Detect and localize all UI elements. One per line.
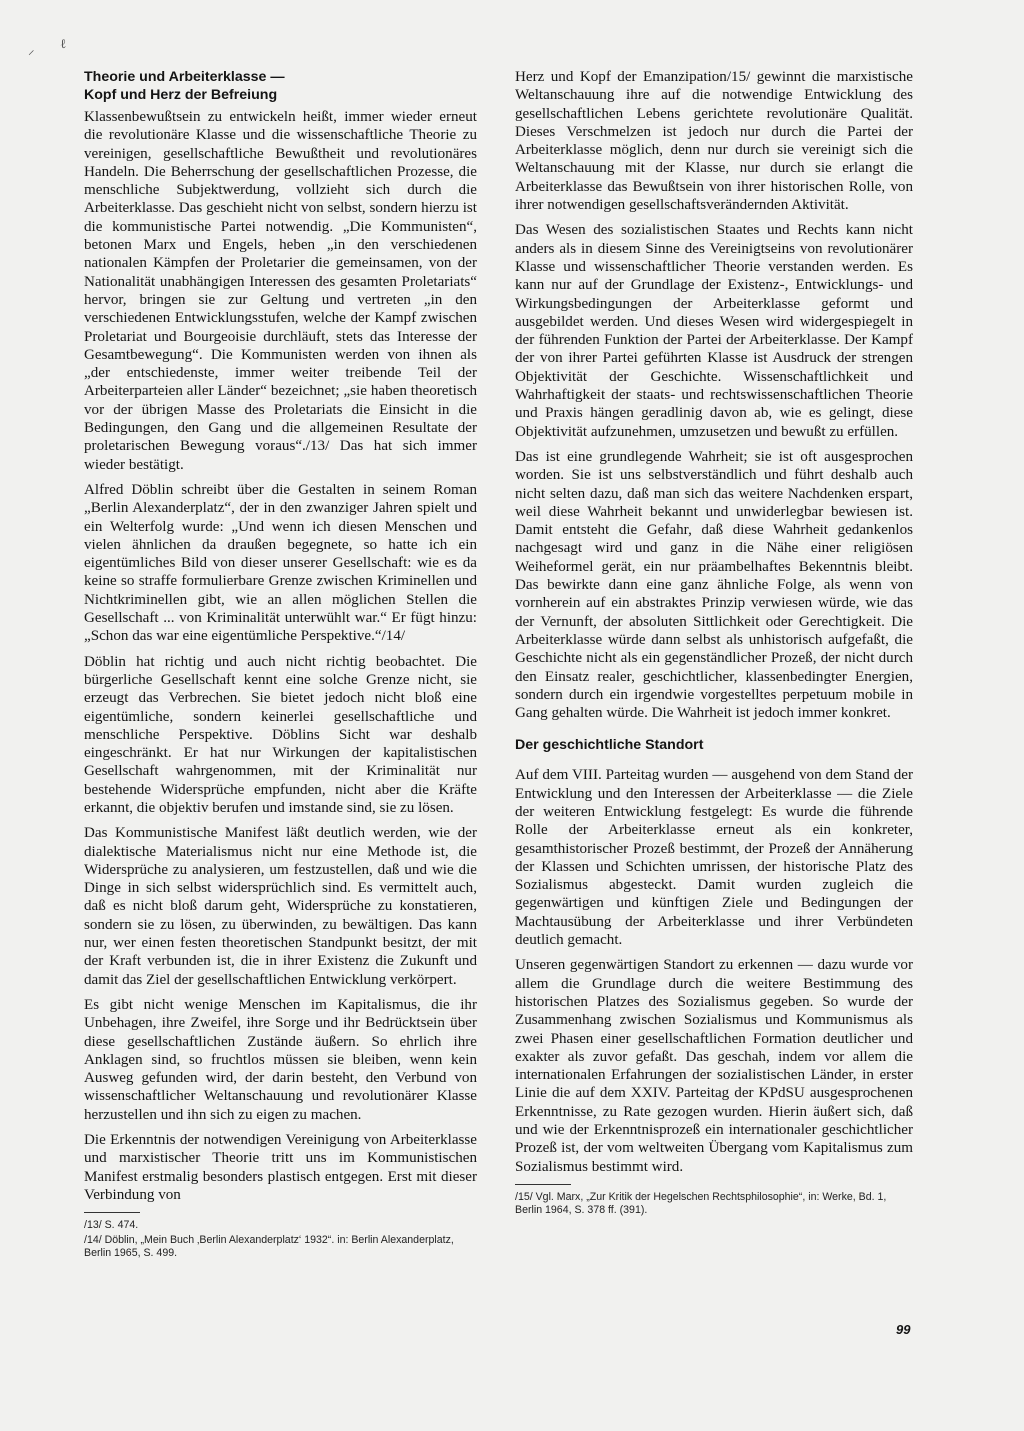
footnote: /15/ Vgl. Marx, „Zur Kritik der Hegelschen Rechtsphilosophie“, in: Werke, Bd. 1, Berlin 1964, S. 378 ff. (391). bbox=[515, 1190, 887, 1216]
heading-line-1: Theorie und Arbeiterklasse — bbox=[84, 69, 285, 85]
paragraph: Alfred Döblin schreibt über die Gestalten in seinem Roman „Berlin Alexanderplatz“, der in den zwanziger Jahren spielt und ein Welterfolg wurde: „Und wenn ich diesen Menschen und vielen ähnlichen da draußen begegnete, so hatte ich ein eigentümliches Bild von dieser unserer Gesellschaft: wie es da keine so straffe formulierbare Grenze zwischen Kriminellen und Nichtkriminellen gibt, wie an allen möglichen Stellen die Gesellschaft ... von Kriminalität unterwühlt war.“ Er fügt hinzu: „Schon das war eine eigentümliche Perspektive.“/14/ bbox=[84, 481, 477, 645]
scan-mark: ⸝ bbox=[28, 42, 35, 57]
page-number: 99 bbox=[896, 1322, 911, 1337]
heading-line-2: Kopf und Herz der Befreiung bbox=[84, 87, 278, 103]
paragraph: Herz und Kopf der Emanzipation/15/ gewinnt die marxistische Weltanschauung ihre auf die notwendige Entwicklung des gesellschaftlichen Lebens gerichtete revolutionäre Qualität. Dieses Verschmelzen ist jedoch nur durch die Partei der Arbeiterklasse möglich, denn nur durch sie vereinigt sich die Weltanschauung mit der Klasse, nur durch sie erlangt die Arbeiterklasse das Bewußtsein von ihrer historischen Rolle, von ihrer notwendigen gesellschaftsverändernden Aktivität. bbox=[515, 69, 913, 214]
section-heading bbox=[84, 68, 477, 104]
paragraph: Das ist eine grundlegende Wahrheit; sie ist oft ausgesprochen worden. Sie ist uns selbstverständlich und führt deshalb auch nicht selten dazu, daß man sich das weitere Nachdenken erspart, weil diese Wahrheit bekannt und unwiderlegbar bewiesen ist. Damit entsteht die Gefahr, daß diese Wahrheit gedankenlos nachgesagt wird und ganz in die Nähe einer religiösen Weiheformel gerät, ein nur präambelhaftes Bekenntnis bleibt. Das bewirkte dann eine ganz ähnliche Folge, als wenn von vornherein auf ein abstraktes Prinzip verwiesen würde, wie das der Vernunft, der absoluten Sittlichkeit oder Gerechtigkeit. Die Arbeiterklasse würde dann selbst als unhistorisch aufgefaßt, die Geschichte nicht als ein gegenständlicher Prozeß, der nicht durch den Einsatz realer, geschichtlicher, klassenbedingter Energien, sondern durch ein irgendwie vorgestelltes perpetuum mobile in Gang gehalten würde. Die Wahrheit ist jedoch immer konkret. bbox=[515, 448, 913, 722]
paragraph: Auf dem VIII. Parteitag wurden — ausgehend von dem Stand der Entwicklung und den Interessen der Arbeiterklasse — die Ziele der weiteren Entwicklung festgelegt: Es wurde die führende Rolle der Arbeiterklasse erneut als ein konkreter, gesamthistorischer Prozeß bestimmt, der Prozeß der Annäherung der Klassen und Schichten umrissen, der historische Platz des Sozialismus abgesteckt. Damit wurden zugleich die gegenwärtigen und künftigen Ziele und Bedingungen der Machtausübung der Arbeiterklasse und ihrer Verbündeten deutlich gemacht. bbox=[515, 767, 913, 949]
paragraph: Unseren gegenwärtigen Standort zu erkennen — dazu wurde vor allem die Grundlage durch die weitere Bestimmung des historischen Platzes des Sozialismus gegeben. So wurde der Zusammenhang zwischen Sozialismus und Kommunismus als zwei Phasen einer gesellschaftlichen Formation deutlicher und exakter als zuvor gefaßt. Das geschah, indem vor allem die internationalen Erfahrungen der sozialistischen Länder, in erster Linie die auf dem XXIV. Parteitag der KPdSU ausgesprochenen Erkenntnisse, zu Rate gezogen wurden. Hierin äußert sich, daß und wie der Erkenntnisprozeß ein internationaler geschichtlicher Prozeß ist, der vom weltweiten Übergang vom Kapitalismus zum Sozialismus bestimmt wird. bbox=[515, 957, 913, 1175]
paragraph: Klassenbewußtsein zu entwickeln heißt, immer wieder erneut die revolutionäre Klasse und die wissenschaftliche Theorie zu vereinigen, gesellschaftliche Bewußtheit und revolutionäres Handeln. Die Beherrschung der gesellschaftlichen Prozesse, die menschliche Subjektwerdung, vollzieht sich durch die Arbeiterklasse. Das geschieht nicht von selbst, sondern hierzu ist die kommunistische Partei notwendig. „Die Kommunisten“, betonen Marx und Engels, heben „in den verschiedenen nationalen Kämpfen der Proletarier die gemeinsamen, von der Nationalität unabhängigen Interessen des gesamten Proletariats“ hervor, bringen sie zur Geltung und vertreten „in den verschiedenen Entwicklungsstufen, welche der Kampf zwischen Proletariat und Bourgeoisie durchläuft, stets das Interesse der Gesamtbewegung“. Die Kommunisten werden von ihnen als „der entschiedenste, immer weiter treibende Teil der Arbeiterparteien aller Länder“ bezeichnet; „sie haben theoretisch vor der übrigen Masse des Proletariats die Einsicht in die Bedingungen, den Gang und die allgemeinen Resultate der proletarischen Bewegung voraus“./13/ Das hat sich immer wieder bestätigt. bbox=[84, 109, 477, 473]
section-heading: Der geschichtliche Standort bbox=[515, 737, 704, 754]
paragraph: Das Wesen des sozialistischen Staates und Rechts kann nicht anders als in diesem Sinne des Vereinigtseins von revolutionärer Klasse und wissenschaftlicher Theorie verstanden werden. Es kann nur auf der Grundlage der Existenz-, Entwicklungs- und Wirkungsbedingungen der Arbeiterklasse geformt und ausgebildet werden. Und dieses Wesen wird widergespiegelt in der führenden Funktion der Partei der Arbeiterklasse. Der Kampf der von ihrer Partei geführten Klasse ist Ausdruck der strengen Objektivität der Geschichte. Wissenschaftlichkeit und Wahrhaftigkeit der staats- und rechtswissenschaftlichen Theorie und Praxis hängen geradlinig davon ab, wie es gelingt, diese Objektivität aufzunehmen, umzusetzen und bewußt zu erfüllen. bbox=[515, 222, 913, 440]
paragraph: Das Kommunistische Manifest läßt deutlich werden, wie der dialektische Materialismus nicht nur eine Methode ist, die Widersprüche zu analysieren, um festzustellen, daß und wie die Dinge in sich selbst widersprüchlich sind. Es vermittelt auch, daß es nicht bloß darum geht, Widersprüche zu konstatieren, sondern sie zu lösen, zu überwinden, zu bewältigen. Das kann nur, wer einen festen theoretischen Standpunkt besitzt, der mit der Kraft verbunden ist, die in ihrer Existenz die Zukunft und damit das Ziel der gesellschaftlichen Entwicklung verkörpert. bbox=[84, 825, 477, 988]
right-column bbox=[515, 68, 913, 1219]
footnote: /13/ S. 474. bbox=[84, 1219, 139, 1232]
scan-mark: ℓ bbox=[60, 36, 67, 51]
footnote: /14/ Döblin, „Mein Buch ‚Berlin Alexanderplatz‘ 1932“. in: Berlin Alexanderplatz, Berlin 1965, S. 499. bbox=[84, 1234, 454, 1260]
paragraph: Döblin hat richtig und auch nicht richtig beobachtet. Die bürgerliche Gesellschaft kennt eine solche Grenze nicht, sie erzeugt das Verbrechen. Sie bietet jedoch nicht bloß eine eigentümliche, sondern keinerlei gesellschaftliche und menschliche Perspektive. Döblins Sicht war deshalb eingeschränkt. Er hat nur Wirkungen der kapitalistischen Gesellschaft wahrgenommen, mit der Kriminalität nur bestehende Widersprüche empfunden, nicht aber die Kräfte erkannt, die objektiv berufen und imstande sind, sie zu lösen. bbox=[84, 653, 477, 816]
footnote-divider bbox=[84, 1212, 140, 1213]
left-column bbox=[84, 68, 477, 1262]
paragraph: Es gibt nicht wenige Menschen im Kapitalismus, die ihr Unbehagen, ihre Zweifel, ihre Sorge und ihr Bedrücktsein über diese gesellschaftlichen Zustände äußern. So ehrlich ihre Anklagen sind, so fruchtlos müssen sie bleiben, wenn kein Ausweg gefunden wird, der darin besteht, den Verbund von wissenschaftlicher Weltanschauung und revolutionärer Klasse herzustellen und ihn sich zu eigen zu machen. bbox=[84, 996, 477, 1123]
paragraph: Die Erkenntnis der notwendigen Vereinigung von Arbeiterklasse und marxistischer Theorie tritt uns im Kommunistischen Manifest erstmalig besonders plastisch entgegen. Erst mit dieser Verbindung von bbox=[84, 1132, 477, 1203]
footnote-divider bbox=[515, 1184, 571, 1185]
